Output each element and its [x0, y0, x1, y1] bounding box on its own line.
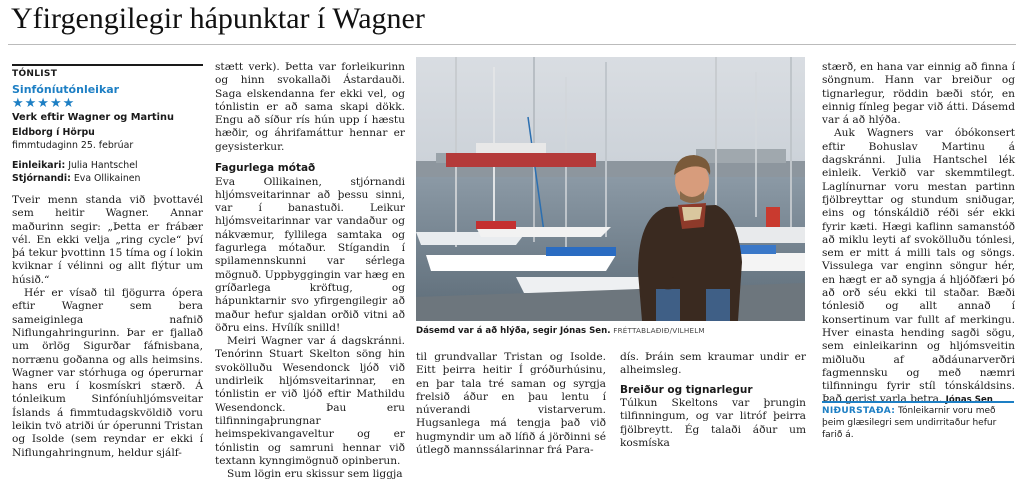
- paragraph: dís. Þráin sem kraumar undir er alheimsleg.: [620, 351, 806, 377]
- subheading: Fagurlega mótað: [215, 162, 316, 175]
- performer-credits: [12, 160, 203, 185]
- byline: Jónas Sen: [945, 395, 993, 406]
- paragraph: Túlkun Skeltons var þrungin tilfinningum, og var litróf þeirra fjölbreytt. Ég talaði áður um kosmíska: [620, 397, 806, 449]
- review-category: Sinfóníutónleikar: [12, 83, 120, 96]
- soloist-credit: [12, 160, 203, 173]
- conductor-label: Stjórnandi:: [12, 172, 71, 184]
- verdict-text: Tónleikarnir voru með þeim glæsilegri sem undirritaður hefur farið á.: [822, 406, 997, 440]
- column-1: [12, 64, 203, 460]
- verdict-box: [822, 401, 1014, 441]
- soloist-name: Julia Hantschel: [68, 160, 138, 171]
- star-rating: ★★★★★: [12, 96, 76, 111]
- column-3: [416, 351, 606, 457]
- article-headline: Yfirgengilegir hápunktar í Wagner: [11, 2, 425, 35]
- paragraph-text: Auk Wagners var óbókonsert eftir Bohuslav Martinu á dagskránni. Julia Hantschel lék einleik. Verkið var skemmtilegt. Laglínurnar voru mestan partinn fjölbreyttar og stundum sniðugar, eins og tónskáldið réði sér ekki fyrir kæti. Hægi kaflinn samanstóð að miklu leyti af svokölluðu tónlesi, sem er mitt á milli tals og söngs. Vissulega var enginn söngur hér, en hægt er að syngja á hljóðfæri þó að orð séu ekki til staðar. Bæði tónlesið og allt annað í konsertinum var fullt af merkingu. Hver einasta hending sagði sögu, sem einleikarinn og hljómsveitin miðluðu af aðdáunarverðri fagmennsku og með næmri tilfinningu fyrir stíl tónskáldsins. Það gerist varla betra.: [822, 127, 1015, 406]
- soloist-label: Einleikari:: [12, 160, 66, 171]
- photo-credit: FRÉTTABLAÐIÐ/VILHELM: [613, 326, 705, 335]
- photo-caption: [416, 325, 805, 337]
- conductor-name: Eva Ollikainen: [73, 172, 141, 184]
- review-info-block: [12, 64, 203, 152]
- paragraph: stærð, en hana var einnig að finna í söngnum. Hann var breiður og tignarlegur, röddin bæði stór, en einnig fínleg þegar við átti. Dásemd var á að hlýða.: [822, 61, 1015, 127]
- column-5: [822, 61, 1015, 408]
- paragraph: til grundvallar Tristan og Isolde. Eitt þeirra heitir Í gróðurhúsinu, en þar tala tré saman og syrgja frelsið áður en þau lentu í núverandi vistarverum. Hugsanlega má tengja það við hugmyndir um að lífið á jörðinni sé útlegð mannssálarinnar frá Para-: [416, 351, 606, 457]
- paragraph: Hér er vísað til fjögurra ópera eftir Wagner sem bera sameiginlega nafnið Niflungahringurinn. Þar er fjallað um örlög Sigurðar fáfnisbana, norrænu goðanna og alls heimsins. Wagner var stórhuga og óperurnar hans eru í kosmískri stærð. Á tónleikum Sinfóníuhljómsveitar Íslands á fimmtudagskvöldið voru leikin tvö atriði úr óperunni Tristan og Isolde (sem reyndar er ekki í Niflungahringnum, heldur sjálf-: [12, 287, 203, 459]
- conductor-credit: [12, 173, 203, 186]
- subheading: Breiður og tignarlegur: [620, 383, 753, 396]
- paragraph: [822, 127, 1015, 407]
- paragraph: Eva Ollikainen, stjórnandi hljómsveitarinnar að þessu sinni, var í banastuði. Leikur hljómsveitarinnar var vandaður og nákvæmur, fyllilega samtaka og fagurlega mótaður. Stígandin í spilamennskunni var sérlega mögnuð. Uppbyggingin var hæg en gríðarlega kröftug, og hápunktarnir svo yfirgengilegir að maður hefur sjaldan orðið vitni að öðru eins. Hvílík snilld!: [215, 175, 405, 334]
- caption-text: Dásemd var á að hlýða, segir Jónas Sen.: [416, 326, 611, 336]
- column-2: [215, 61, 405, 481]
- headline-rule: [8, 44, 1016, 45]
- verdict-label: NIÐURSTAÐA:: [822, 406, 896, 416]
- venue: Eldborg í Hörpu: [12, 127, 95, 138]
- section-label: TÓNLIST: [12, 64, 203, 80]
- paragraph: Tveir menn standa við þvottavél sem heitir Wagner. Annar maðurinn segir: „Þetta er frábær vél. En ekki velja „ring cycle“ því þá tekur þvottinn 15 tíma og í lokin kviknar í vélinni og allt flýtur um húsið.“: [12, 194, 203, 286]
- paragraph: Meiri Wagner var á dagskránni. Tenórinn Stuart Skelton söng hin svokölluðu Wesendonck ljóð við undirleik hljómsveitarinnar, en tónlistin er við ljóð eftir Mathildu Wesendonck. Þau eru tilfinningaþrungnar heimspekivangaveltur og er tónlistin og samruni hennar við textann kynngimögnuð opinberun.: [215, 335, 405, 467]
- paragraph: stætt verk). Þetta var forleikurinn og hinn svokallaði Ástardauði. Saga elskendanna fer ekki vel, og tónlistin er að sama skapi dökk. Engu að síður rís hún upp í hæstu hæðir, og áhrifamáttur hennar er geysisterkur.: [215, 61, 405, 153]
- concert-date: fimmtudaginn 25. febrúar: [12, 140, 134, 151]
- paragraph: Sum lögin eru skissur sem liggja: [227, 468, 403, 481]
- work-title: Verk eftir Wagner og Martinu: [12, 112, 174, 123]
- article-photo: [416, 57, 805, 321]
- column-4: [620, 351, 806, 450]
